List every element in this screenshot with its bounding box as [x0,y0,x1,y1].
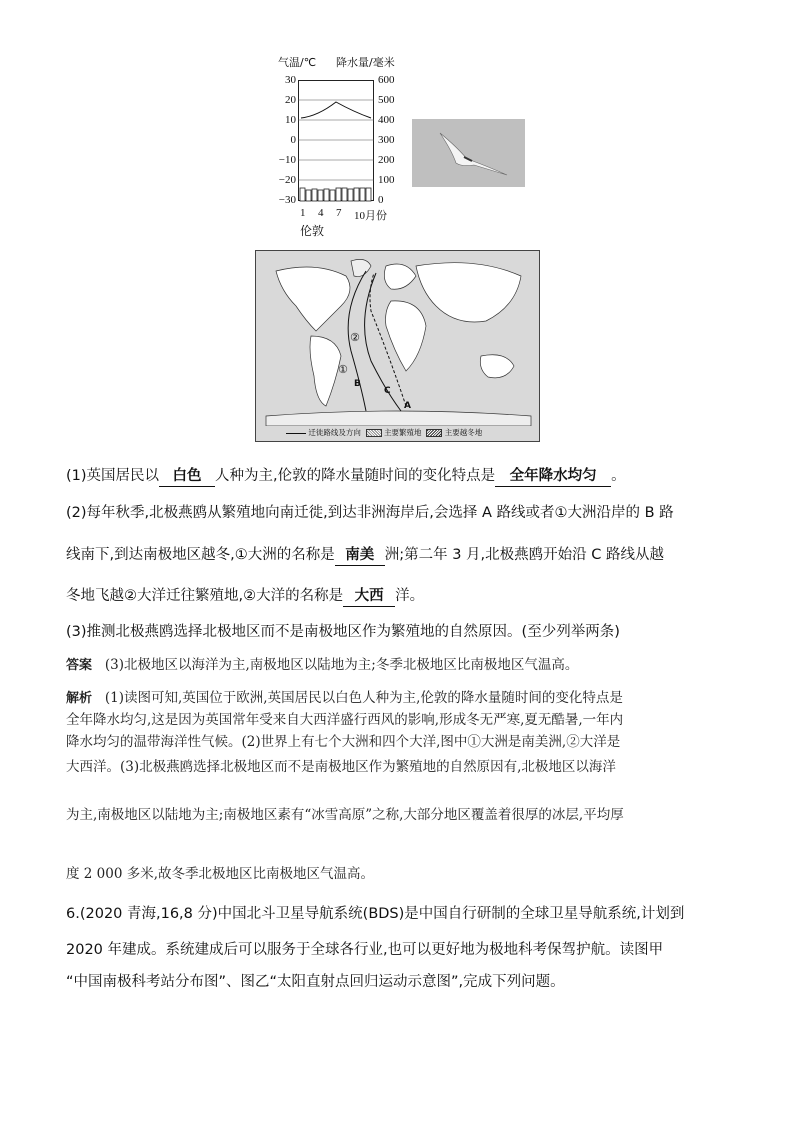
analysis-label: 解析 [66,691,93,706]
analysis-line-6: 度 2 000 多米,故冬季北极地区比南极地区气温高。 [66,866,375,882]
legend-route: 迁徙路线及方向 [308,428,361,437]
temperature-tick: 10 [285,114,296,126]
route-b-label: B [354,379,361,389]
question-6-line-1: 6.(2020 青海,16,8 分)中国北斗卫星导航系统(BDS)是中国自行研制的全球卫星导航系统,计划到 [66,906,685,922]
world-migration-map [255,250,540,442]
answer-block [66,655,578,676]
legend-breeding: 主要繁殖地 [384,428,422,437]
question-2-line-1: (2)每年秋季,北极燕鸥从繁殖地向南迁徙,到达非洲海岸后,会选择 A 路线或者①大洲沿岸的 B 路 [66,505,674,521]
temperature-tick: 30 [285,74,296,86]
legend-wintering: 主要越冬地 [444,428,483,437]
month-tick: 4 [318,207,324,219]
climate-plot [298,80,374,204]
precipitation-tick: 500 [378,94,395,106]
analysis-line-3: 降水均匀的温带海洋性气候。(2)世界上有七个大洲和四个大洋,图中①大洲是南美洲,②大洋是 [66,734,621,750]
answer-blank-race: 白色 [159,466,215,487]
temperature-tick: −30 [278,194,296,206]
answer-text: (3)北极地区以海洋为主,南极地区以陆地为主;冬季北极地区比南极地区气温高。 [104,657,579,673]
question-2-line-2: 线南下,到达南极地区越冬,①大洲的名称是 南美 洲;第二年 3 月,北极燕鸥开始沿 C 路线从越 [66,545,664,566]
temperature-axis-title: 气温/℃ [278,56,317,69]
month-tick: 1 [300,207,306,219]
precipitation-tick: 600 [378,74,395,86]
question-1: (1)英国居民以 白色 人种为主,伦敦的降水量随时间的变化特点是 全年降水均匀 。 [66,466,626,487]
route-a-label: A [404,401,411,411]
question-3: (3)推测北极燕鸥选择北极地区而不是南极地区作为繁殖地的自然原因。(至少列举两条) [66,624,620,640]
map-legend [286,427,482,438]
precipitation-tick: 300 [378,134,395,146]
precipitation-tick: 200 [378,154,395,166]
route-c-label: C [384,386,391,396]
precipitation-tick: 100 [378,174,395,186]
answer-blank-precipitation: 全年降水均匀 [495,466,611,487]
answer-label: 答案 [66,658,93,673]
temperature-tick: −10 [278,154,296,166]
analysis-line-5: 为主,南极地区以陆地为主;南极地区素有“冰雪高原”之称,大部分地区覆盖着很厚的冰层,平均厚 [66,807,624,823]
arctic-tern-photo [412,119,525,187]
analysis-line-4: 大西洋。(3)北极燕鸥选择北极地区而不是南极地区作为繁殖地的自然原因有,北极地区以海洋 [66,759,616,775]
map-graphic [256,251,539,426]
temperature-tick: −20 [278,174,296,186]
question-2-line-3: 冬地飞越②大洋迁往繁殖地,②大洋的名称是 大西 洋。 [66,586,424,607]
chart-caption: 伦敦 [300,224,325,238]
temperature-tick: 0 [290,134,296,146]
answer-blank-ocean: 大西 [343,586,395,607]
climate-chart [270,52,430,242]
question-6-line-2: 2020 年建成。系统建成后可以服务于全球各行业,也可以更好地为极地科考保驾护航。读图甲 [66,942,664,958]
continent-label: ① [338,363,348,376]
analysis-line-1: 解析 (1)读图可知,英国位于欧洲,英国居民以白色人种为主,伦敦的降水量随时间的变化特点是 [66,690,623,706]
precipitation-tick: 400 [378,114,395,126]
ocean-label: ② [350,331,360,344]
month-tick: 10月份 [354,210,387,222]
temperature-tick: 20 [285,94,296,106]
month-tick: 7 [336,207,342,219]
precipitation-axis-title: 降水量/毫米 [336,56,395,69]
question-6-line-3: “中国南极科考站分布图”、图乙“太阳直射点回归运动示意图”,完成下列问题。 [66,974,565,990]
answer-blank-continent: 南美 [335,545,385,566]
precipitation-tick: 0 [378,194,384,206]
analysis-line-2: 全年降水均匀,这是因为英国常年受来自大西洋盛行西风的影响,形成冬无严寒,夏无酷暑,一年内 [66,712,624,728]
